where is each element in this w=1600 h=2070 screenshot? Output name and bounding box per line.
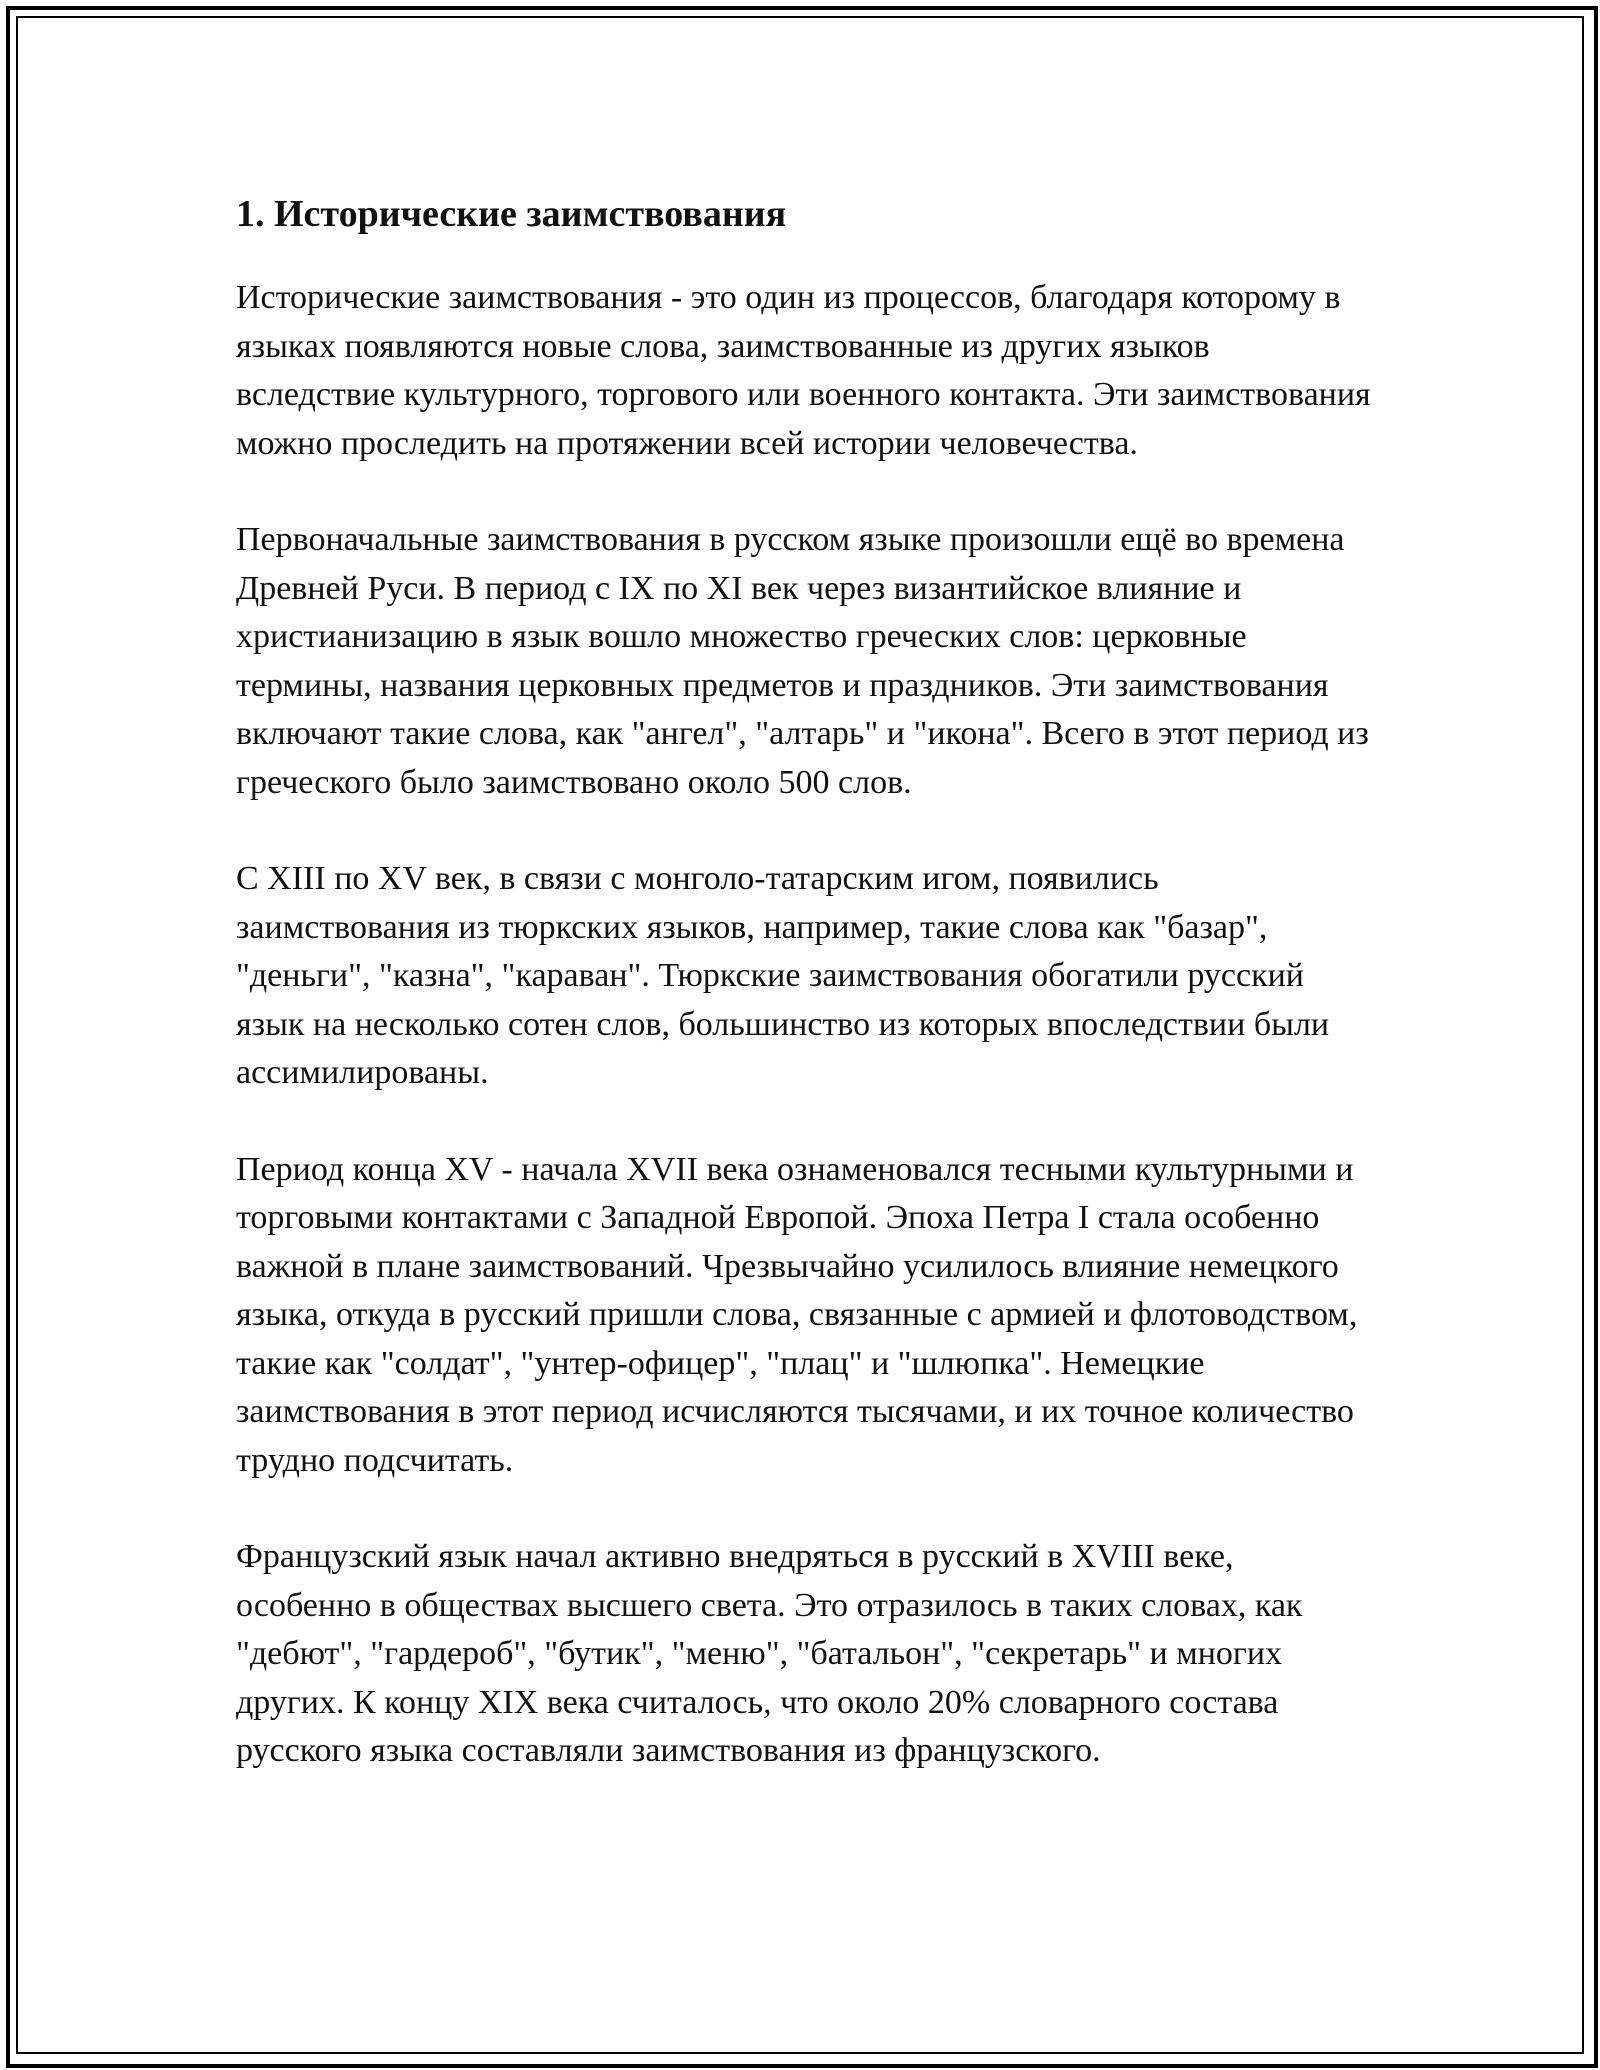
paragraph-3: С XIII по XV век, в связи с монголо-татарским игом, появились заимствования из тюркских языков, например, такие слова как "базар", "деньги", "казна", "караван". Тюркские заимствования обогатили русский язык на несколько сотен слов, большинство из которых впоследствии были ассимилированы. (236, 860, 1330, 1091)
paragraph-4: Период конца XV - начала XVII века ознаменовался тесными культурными и торговыми контактами с Западной Европой. Эпоха Петра I стала особенно важной в плане заимствований. Чрезвычайно усилилось влияние немецкого языка, откуда в русский пришли слова, связанные с армией и флотоводством, такие как "солдат", "унтер-офицер", "плац" и "шлюпка". Немецкие заимствования в этот период исчисляются тысячами, и их точное количество трудно подсчитать. (236, 1150, 1358, 1479)
paragraph-1: Исторические заимствования - это один из процессов, благодаря которому в языках появляются новые слова, заимствованные из других языков вследствие культурного, торгового или военного контакта. Эти заимствования можно проследить на протяжении всей истории человечества. (236, 279, 1371, 462)
document-body (236, 188, 1376, 1824)
paragraph-5: Французский язык начал активно внедряться в русский в XVIII веке, особенно в обществах высшего света. Это отразилось в таких словах, как "дебют", "гардероб", "бутик", "меню", "батальон", "секретарь" и многих других. К концу XIX века считалось, что около 20% словарного состава русского языка составляли заимствования из французского. (236, 1538, 1303, 1769)
paragraph-2: Первоначальные заимствования в русском языке произошли ещё во времена Древней Руси. В период с IX по XI век через византийское влияние и христианизацию в язык вошло множество греческих слов: церковные термины, названия церковных предметов и праздников. Эти заимствования включают такие слова, как "ангел", "алтарь" и "икона". Всего в этот период из греческого было заимствовано около 500 слов. (236, 521, 1369, 801)
section-heading: 1. Исторические заимствования (236, 193, 787, 235)
